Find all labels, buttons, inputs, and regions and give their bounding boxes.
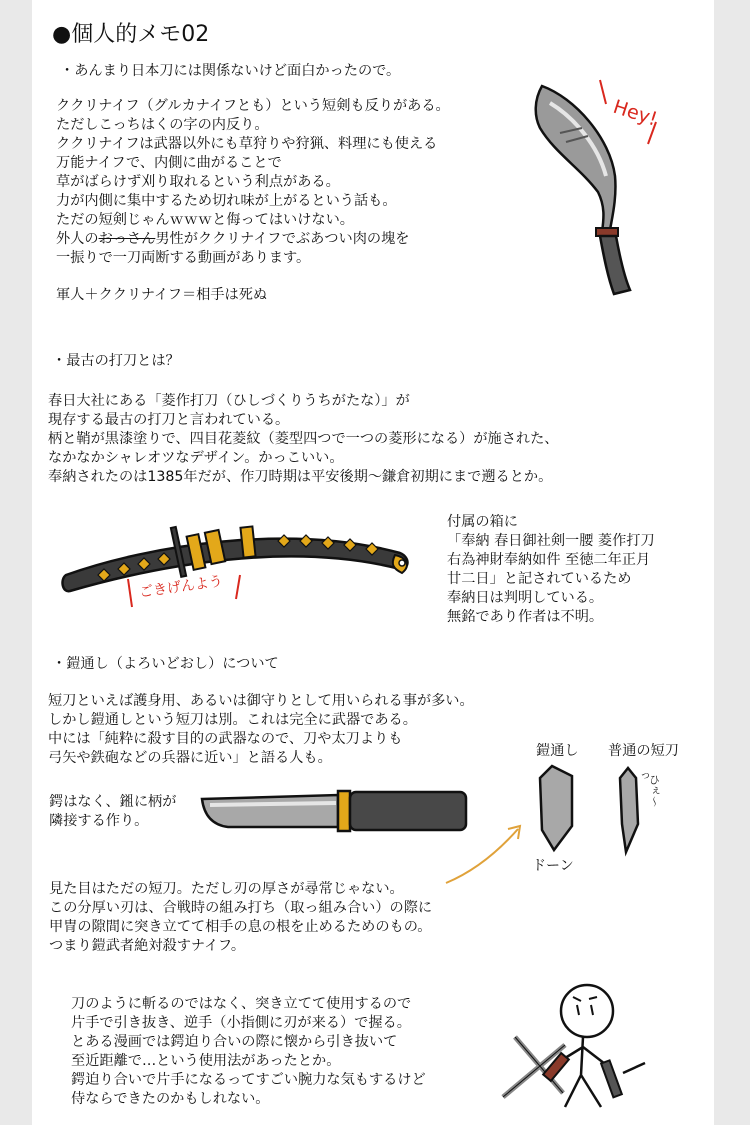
tanto-note (49, 793, 176, 831)
yoroidoshi-line: とある漫画では鍔迫り合いの際に懐から引き抜いて (71, 1034, 398, 1050)
gokigenyou-text: ごきげんよう (138, 573, 224, 601)
yoroidoshi-line: 短刀といえば護身用、あるいは御守りとして用いられる事が多い。 (48, 693, 474, 709)
kukri-formula: 軍人＋ククリナイフ＝相手は死ぬ (56, 287, 268, 303)
kukri-line: ククリナイフは武器以外にも草狩りや狩猟、料理にも使える (56, 136, 438, 152)
kukri-blade (536, 86, 616, 232)
note-line: 鍔はなく、鎺に柄が (49, 794, 177, 810)
yoroidoshi-line: 弓矢や鉄砲などの兵器に近い」と語る人も。 (48, 750, 332, 766)
tanto-blade (202, 795, 338, 827)
kukri-line: 力が内側に集中するため切れ味が上がるという話も。 (56, 193, 397, 209)
kukri-text (56, 97, 450, 268)
figure-head (561, 985, 613, 1037)
label-yoroidoshi: 鎧通し (536, 743, 579, 759)
tanto-illustration (198, 785, 473, 840)
uchigatana-heading: ・最古の打刀とは？ (52, 353, 180, 369)
yoroidoshi-text-2 (49, 880, 432, 956)
tanto-in-hand (601, 1060, 622, 1097)
page-title: ●個人的メモ02 (52, 22, 210, 47)
don-text: ドーン (532, 858, 574, 874)
uchigatana-line: なかなかシャレオツなデザイン。かっこいい。 (48, 450, 344, 466)
box-inscription-text (447, 513, 655, 627)
kukri-line: 一振りで一刀両断する動画があります。 (56, 250, 311, 266)
note-line: 隣接する作り。 (49, 813, 149, 829)
yoroidoshi-line: 中には「純粋に殺す目的の武器なので、刀や太刀よりも (48, 731, 403, 747)
box-line: 奉納日は判明している。 (447, 590, 604, 606)
tsu-text: っ (640, 768, 651, 781)
yoroidoshi-line: 片手で引き抜き、逆手（小指側に刃が来る）で握る。 (71, 1015, 411, 1031)
kukri-line (56, 230, 450, 249)
blade-comparison (520, 760, 680, 880)
uchigatana-line: 春日大社にある「菱作打刀（ひしづくりうちがたな）」が (48, 393, 410, 409)
uchigatana-line: 現存する最古の打刀と言われている。 (48, 412, 290, 428)
yoroidoshi-line: つまり鎧武者絶対殺すナイフ。 (49, 938, 246, 954)
yoroidoshi-line: 甲冑の隙間に突き立てて相手の息の根を止めるためのもの。 (49, 919, 432, 935)
kukri-line: 万能ナイフで、内側に曲がることで (56, 155, 282, 171)
habaki (338, 791, 350, 831)
kukri-illustration (520, 58, 670, 303)
label-normal-tanto: 普通の短刀 (608, 743, 679, 759)
yoroidoshi-line: 至近距離で…という使用法があったとか。 (71, 1053, 341, 1069)
stick-figure-illustration (495, 975, 670, 1120)
kukri-line-pre: 外人の (56, 231, 99, 247)
kukri-line: 草がばらけず刈り取れるという利点がある。 (56, 174, 340, 190)
kukri-line: ただの短剣じゃんｗｗｗと侮ってはいけない。 (56, 212, 354, 228)
yoroidoshi-line: この分厚い刃は、合戦時の組み打ち（取っ組み合い）の際に (49, 900, 433, 916)
box-line: 無銘であり作者は不明。 (447, 609, 604, 625)
uchigatana-text (48, 392, 558, 487)
kukri-line: ククリナイフ（グルカナイフとも）という短剣も反りがある。 (56, 98, 450, 114)
hie-text: ひぇ～ (647, 774, 661, 807)
kukri-line: ただしこっちはくの字の内反り。 (56, 117, 269, 133)
box-line: 「奉納 春日御社剣一腰 菱作打刀 (447, 533, 655, 549)
uchigatana-line: 奉納されたのは1385年だが、作刀時期は平安後期～鎌倉初期にまで遡るとか。 (48, 469, 553, 485)
uchigatana-line: 柄と鞘が黒漆塗りで、四目花菱紋（菱型四つで一つの菱形になる）が施された、 (48, 431, 559, 447)
strikethrough-text: おっさん (98, 231, 156, 247)
intro-text: ・あんまり日本刀には関係ないけど面白かったので。 (60, 63, 401, 79)
kukri-line-post: 男性がククリナイフでぶあつい肉の塊を (155, 231, 410, 247)
normal-tanto-cross-section (620, 768, 638, 852)
scabbard (63, 539, 408, 591)
yoroidoshi-line: 見た目はただの短刀。ただし刃の厚さが尋常じゃない。 (49, 881, 404, 897)
yoroidoshi-text-3 (71, 995, 426, 1109)
box-line: 廿二日」と記されているため (447, 571, 632, 587)
kojiri (240, 526, 255, 557)
yoroidoshi-line: 刀のように斬るのではなく、突き立てて使用するので (71, 996, 412, 1012)
uchigatana-illustration (60, 515, 430, 630)
yoroidoshi-line: 侍ならできたのかもしれない。 (71, 1091, 270, 1107)
yoroidoshi-heading: ・鎧通し（よろいどおし）について (52, 656, 279, 672)
kukri-handle (600, 236, 630, 294)
arrow-icon (440, 815, 530, 890)
box-line: 右為神財奉納如件 至徳二年正月 (447, 552, 651, 568)
yoroidoshi-line: しかし鎧通しという短刀は別。これは完全に武器である。 (48, 712, 417, 728)
yoroidoshi-text (48, 692, 474, 768)
yoroidoshi-line: 鍔迫り合いで片手になるってすごい腕力な気もするけど (71, 1072, 426, 1088)
yoroidoshi-cross-section (540, 766, 572, 850)
hey-text: Hey! (610, 95, 660, 131)
box-line: 付属の箱に (447, 514, 518, 530)
